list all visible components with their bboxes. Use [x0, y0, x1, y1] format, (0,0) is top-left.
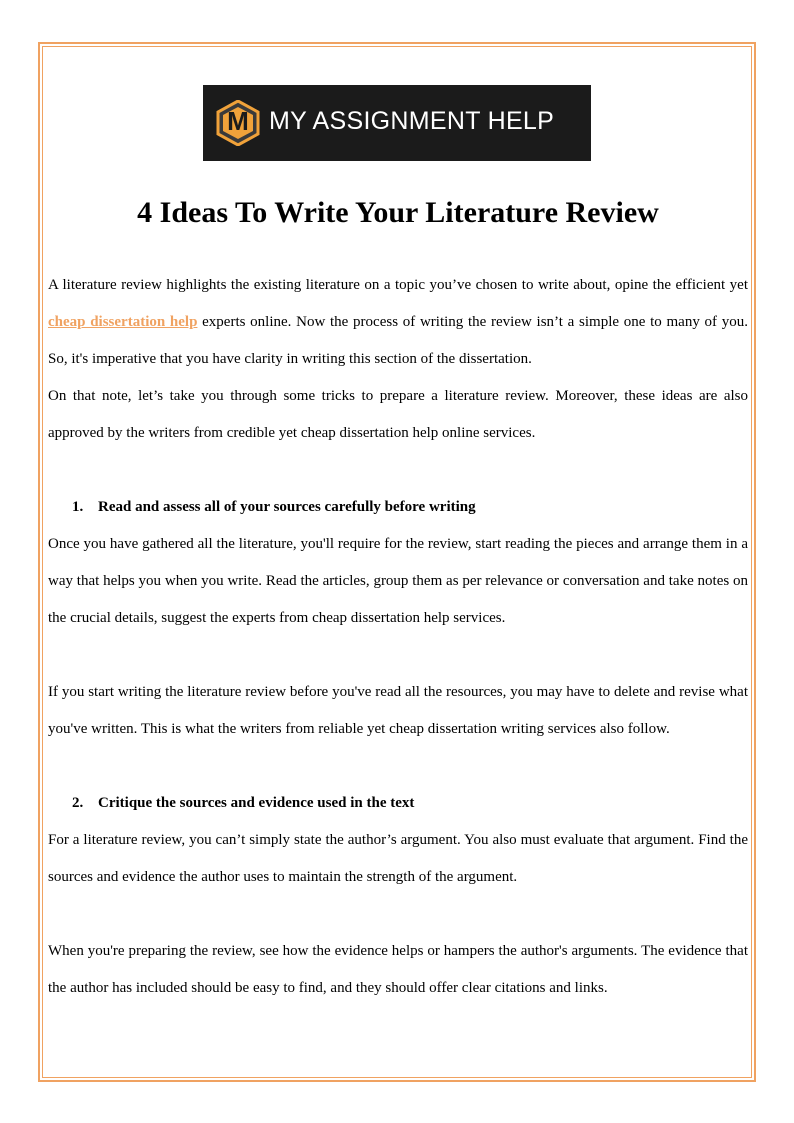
logo-letter: M	[227, 106, 249, 136]
spacer	[48, 896, 748, 933]
hexagon-m-icon	[215, 100, 261, 146]
section-2-paragraph-2: When you're preparing the review, see how the evidence helps or hampers the author's arguments. The evidence that the author has included should be easy to find, and they should offer clear citations and links.	[48, 943, 748, 996]
section-heading-text: Critique the sources and evidence used in the text	[98, 795, 415, 811]
cheap-dissertation-help-link[interactable]: cheap dissertation help	[48, 314, 198, 330]
spacer	[48, 452, 748, 489]
section-heading-text: Read and assess all of your sources carefully before writing	[98, 499, 476, 515]
section-heading-1	[48, 489, 748, 526]
page-title: 4 Ideas To Write Your Literature Review	[137, 196, 659, 229]
intro-paragraph-2: On that note, let’s take you through some tricks to prepare a literature review. Moreover, these ideas are also approved by the writers from credible yet cheap dissertation help online services.	[48, 388, 748, 441]
brand-logo	[203, 85, 591, 161]
section-1-paragraph-2: If you start writing the literature review before you've read all the resources, you may have to delete and revise what you've written. This is what the writers from reliable yet cheap dissertation writing services also follow.	[48, 684, 748, 737]
section-heading-2	[48, 785, 748, 822]
intro-paragraph	[48, 267, 748, 378]
intro-text-end: experts online. Now the process of writing the review isn’t a simple one to many of you. So, it's imperative that you have clarity in writing this section of the dissertation.	[48, 314, 748, 367]
section-1-paragraph-1: Once you have gathered all the literature, you'll require for the review, start reading the pieces and arrange them in a way that helps you when you write. Read the articles, group them as per relevance or conversation and take notes on the crucial details, suggest the experts from cheap dissertation help services.	[48, 536, 748, 626]
logo-text: MY ASSIGNMENT HELP	[269, 106, 555, 135]
spacer	[48, 637, 748, 674]
section-2-paragraph-1: For a literature review, you can’t simply state the author’s argument. You also must evaluate that argument. Find the sources and evidence the author uses to maintain the strength of the argument.	[48, 832, 748, 885]
intro-text-start: A literature review highlights the existing literature on a topic you’ve chosen to write about, opine the efficient yet	[48, 277, 748, 293]
spacer	[48, 748, 748, 785]
section-number: 1.	[72, 499, 84, 515]
article-body	[48, 267, 748, 1007]
section-number: 2.	[72, 795, 84, 811]
